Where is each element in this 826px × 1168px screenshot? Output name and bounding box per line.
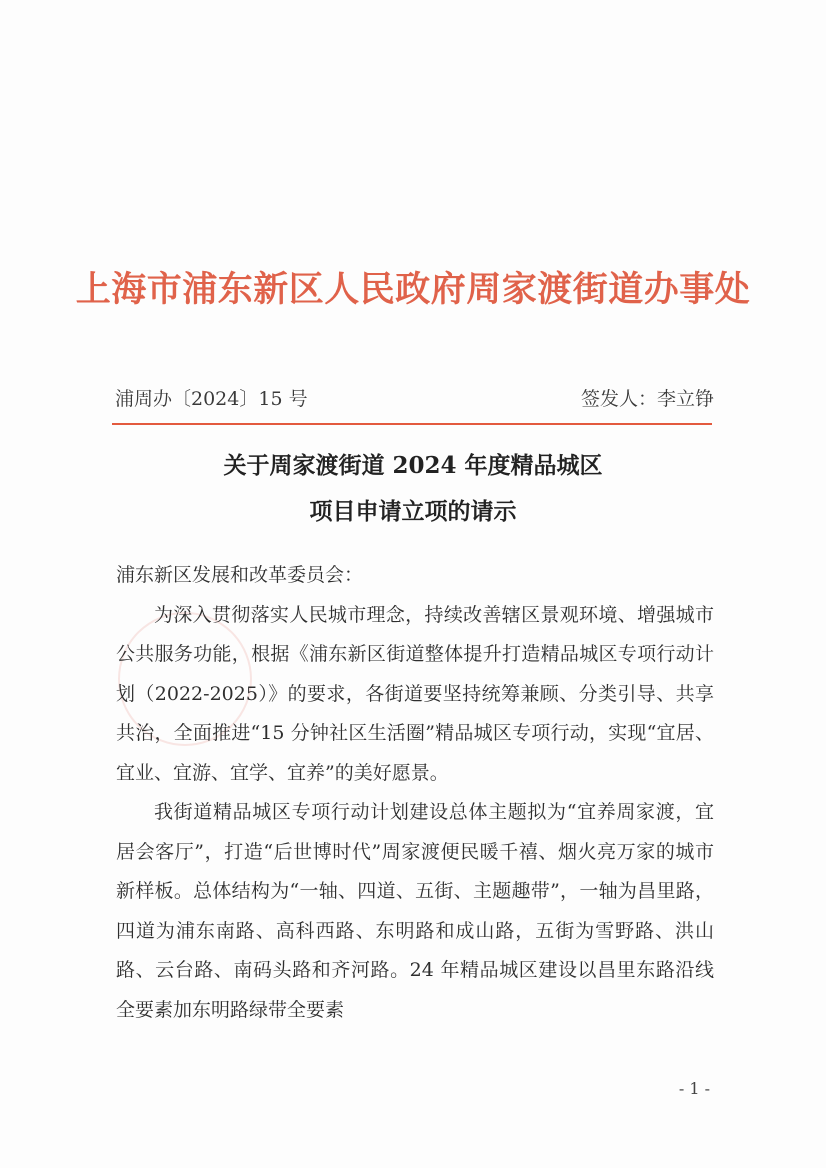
signer: 签发人：李立铮 xyxy=(580,388,714,410)
agency-title: 上海市浦东新区人民政府周家渡街道办事处 xyxy=(75,269,751,310)
document-number: 浦周办〔2024〕15 号 xyxy=(115,388,308,410)
document-title-line-2: 项目申请立项的请示 xyxy=(309,498,517,525)
body-paragraph-1: 为深入贯彻落实人民城市理念，持续改善辖区景观环境、增强城市公共服务功能，根据《浦东新区街道整体提升打造精品城区专项行动计划（2022-2025）》的要求，各街道要坚持统筹兼顾、分类引导、共享共治，全面推进“15 分钟社区生活圈”精品城区专项行动，实现“宜居、宜业、宜游、宜学、宜养”的美好愿景。 xyxy=(116,603,714,784)
document-title-line-1: 关于周家渡街道 2024 年度精品城区 xyxy=(223,452,603,479)
body-paragraph-2: 我街道精品城区专项行动计划建设总体主题拟为“宜养周家渡，宜居会客厅”，打造“后世博时代”周家渡便民暖千禧、烟火亮万家的城市新样板。总体结构为“一轴、四道、五街、主题趣带”，一轴为昌里路，四道为浦东南路、高科西路、东明路和成山路，五街为雪野路、洪山路、云台路、南码头路和齐河路。24 年精品城区建设以昌里东路沿线全要素加东明路绿带全要素 xyxy=(116,801,714,1021)
document-body xyxy=(116,556,714,1030)
salutation: 浦东新区发展和改革委员会： xyxy=(116,564,364,586)
red-divider-line xyxy=(112,423,712,425)
page-number: - 1 - xyxy=(678,1079,710,1098)
